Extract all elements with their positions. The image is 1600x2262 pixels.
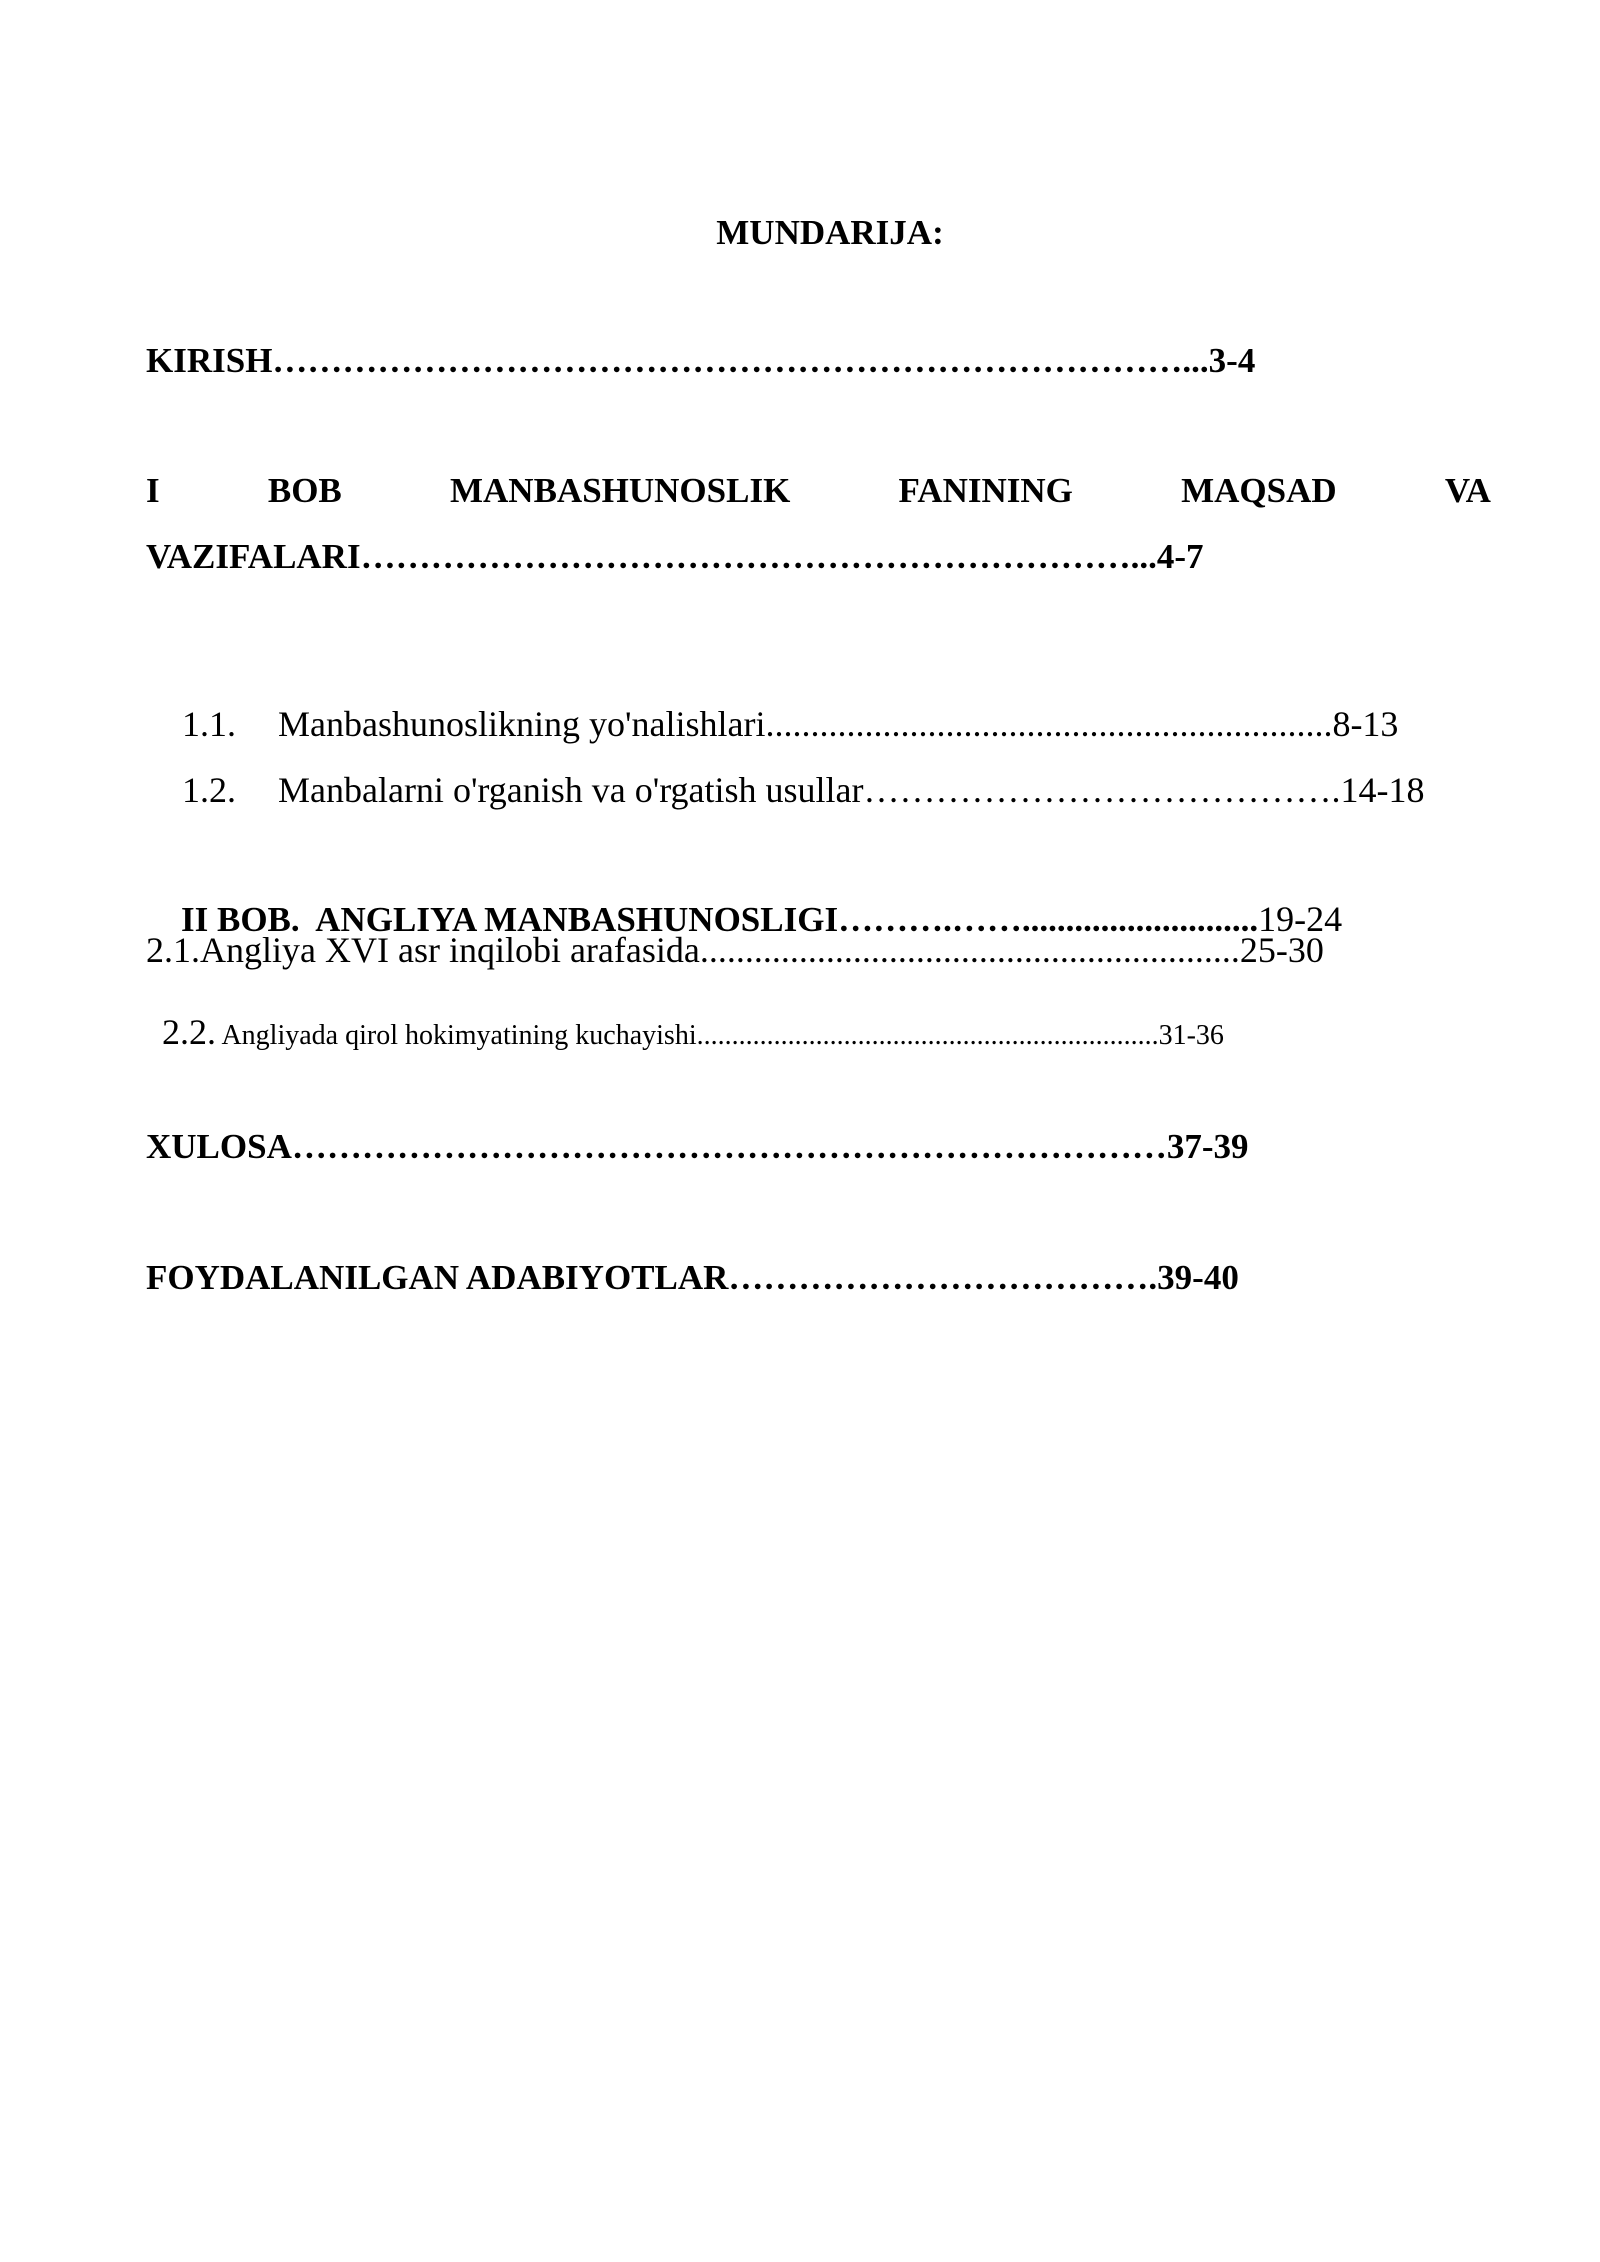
toc-text: Manbashunoslikning yo'nalishlari...............................................................8-13 [278,704,1399,744]
toc-entry-bob1-line2: VAZIFALARI…………………………………………………………...4-7 [146,537,1204,576]
bob1-word: I [146,471,160,510]
toc-heading: II BOB. ANGLIYA MANBASHUNOSLIGI……….……........................... [181,900,1259,939]
bob1-word: MANBASHUNOSLIK [449,471,791,510]
toc-number: 2.2. [162,1012,216,1052]
toc-text: Angliyada qirol hokimyatining kuchayishi..................................................................31-36 [216,1020,1224,1051]
toc-entry-1-2 [146,736,1425,844]
toc-entry-2-2 [146,998,1224,1066]
bob1-word: MAQSAD [1181,471,1337,510]
bob1-word: FANINING [898,471,1073,510]
toc-entry-kirish: KIRISH……………………………………………………………………...3-4 [146,341,1256,380]
toc-pages: 19-24 [1258,899,1343,939]
page-title: MUNDARIJA: [716,213,944,252]
toc-entry-bob1-line1 [146,473,1491,508]
toc-entry-2-1: 2.1.Angliya XVI asr inqilobi arafasida............................................................25-30 [146,930,1324,970]
bob1-word: BOB [267,471,342,510]
toc-number: 1.2. [182,770,236,810]
bob1-word: VA [1444,471,1491,510]
toc-entry-adabiyotlar: FOYDALANILGAN ADABIYOTLAR……………………………….39-40 [146,1258,1239,1297]
toc-text: Manbalarni o'rganish va o'rgatish usullar………………………………….14-18 [278,770,1425,810]
toc-entry-xulosa: XULOSA…………………………………………………………………37-39 [146,1127,1249,1166]
toc-number: 1.1. [182,704,236,744]
